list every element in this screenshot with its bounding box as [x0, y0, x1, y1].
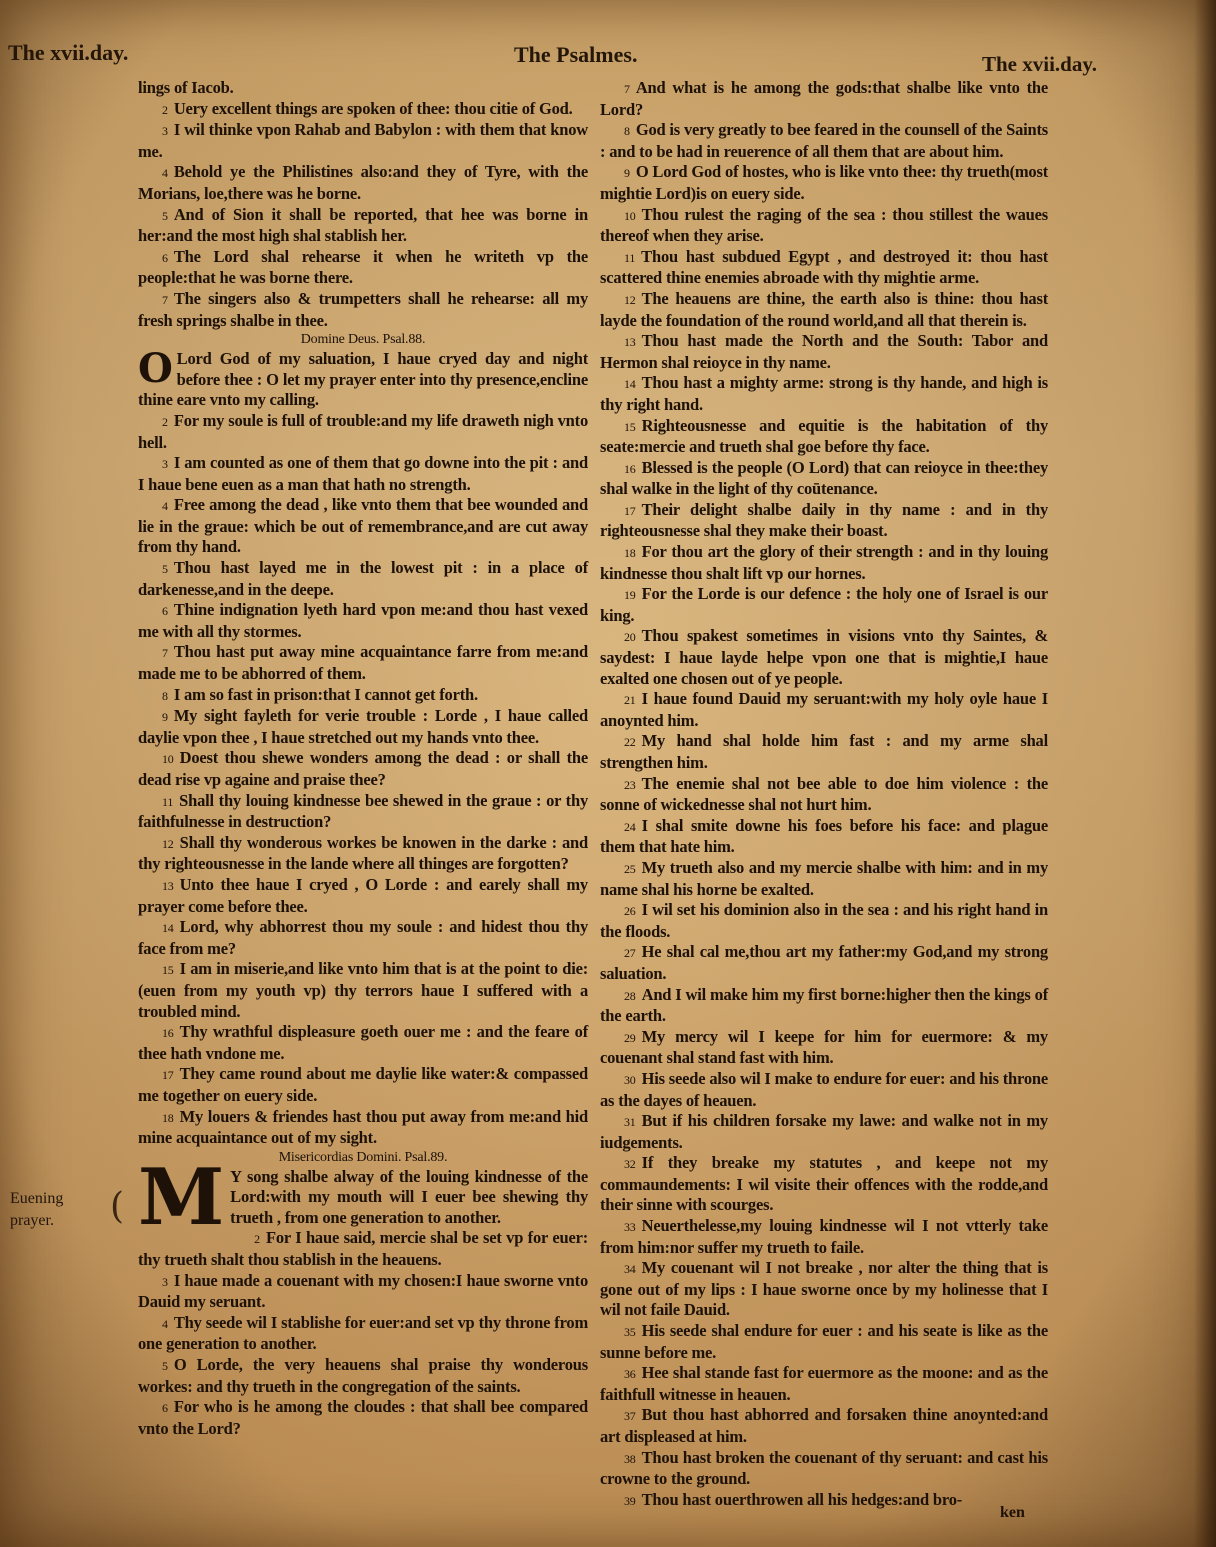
- verse-number: 27: [624, 946, 636, 961]
- verse-number: 20: [624, 630, 636, 645]
- verse-number: 19: [624, 588, 636, 603]
- verse: [600, 1490, 1048, 1512]
- verse: [600, 816, 1048, 858]
- verse-number: 31: [624, 1115, 636, 1130]
- verse-text: Their delight shalbe daily in thy name : and in thy righteousnesse shal they make their boast.: [600, 499, 1048, 541]
- verse: [138, 78, 588, 99]
- verse-text: God is very greatly to bee feared in the counsell of the Saints : and to be had in reuerence of all them that are about him.: [600, 120, 1048, 161]
- verse-text: Neuerthelesse,my louing kindnesse wil I not vtterly take from him:nor suffer my trueth to faile.: [600, 1216, 1048, 1257]
- verse-text: But thou hast abhorred and forsaken thine anoynted:and art displeased at him.: [600, 1405, 1048, 1446]
- psalm-heading: Domine Deus. Psal.88.: [300, 332, 426, 348]
- verse-text: Thou hast subdued Egypt , and destroyed it: thou hast scattered thine enemies abroade with thy mightie arme.: [600, 246, 1048, 288]
- verse-number: 24: [624, 819, 636, 834]
- verse: [600, 542, 1048, 584]
- verse: [600, 500, 1048, 542]
- verse: [138, 205, 588, 247]
- verse: [138, 959, 588, 1022]
- verse: [600, 205, 1048, 247]
- verse: [138, 558, 588, 600]
- verse-number: 12: [162, 836, 174, 851]
- verse: [600, 900, 1048, 942]
- verse-number: 4: [162, 499, 168, 514]
- verse-number: 6: [162, 1401, 168, 1416]
- verse-number: 13: [624, 335, 636, 350]
- verse-text: Thou rulest the raging of the sea : thou stillest the waues thereof when they arise.: [600, 204, 1048, 246]
- verse-number: 9: [162, 710, 168, 725]
- verse-text: And I wil make him my first borne:higher then the kings of the earth.: [600, 984, 1048, 1026]
- verse-number: 14: [624, 377, 636, 392]
- verse: [138, 289, 588, 331]
- verse: [600, 584, 1048, 626]
- verse-text: Uery excellent things are spoken of thee: thou citie of God.: [173, 98, 573, 118]
- verse-text: Thou spakest sometimes in visions vnto thy Saintes, & saydest: I haue layde helpe vpon one that is mightie,I haue exalted one chosen out of ye people.: [600, 626, 1048, 688]
- verse: [138, 685, 588, 707]
- verse-text: Lord, why abhorrest thou my soule : and hidest thou thy face from me?: [138, 917, 588, 958]
- verse-text: I haue found Dauid my seruant:with my holy oyle haue I anoynted him.: [600, 689, 1048, 730]
- verse-text: He shal cal me,thou art my father:my God,and my strong saluation.: [600, 942, 1048, 983]
- verse-number: 12: [624, 292, 636, 307]
- verse-number: 8: [162, 688, 168, 703]
- verse: [138, 791, 588, 833]
- verse-number: 16: [624, 461, 636, 476]
- verse: [600, 689, 1048, 731]
- verse-text: Thou hast ouerthrowen all his hedges:and bro-: [641, 1489, 963, 1509]
- header-right-day: The xvii.day.: [982, 52, 1097, 76]
- verse: [138, 600, 588, 642]
- verse-text: lings of Iacob.: [138, 78, 234, 97]
- header-book-title: The Psalmes.: [514, 42, 638, 67]
- verse: [138, 875, 588, 917]
- verse-number: 21: [624, 693, 636, 708]
- verse-text: Thou hast layed me in the lowest pit : in a place of darkenesse,and in the deepe.: [138, 558, 588, 599]
- catchword: ken: [1000, 1504, 1025, 1521]
- verse: [138, 748, 588, 790]
- verse: [138, 1313, 588, 1355]
- verse: [600, 373, 1048, 415]
- verse: [138, 247, 588, 289]
- verse-text: For thou art the glory of their strength : and in thy louing kindnesse thou shalt lift vp our hornes.: [600, 542, 1048, 583]
- header-left-day: The xvii.day.: [8, 40, 129, 65]
- verse-text: Blessed is the people (O Lord) that can reioyce in thee:they shal walke in the light of thy coūtenance.: [600, 457, 1048, 499]
- verse-text: Lord God of my saluation, I haue cryed day and night before thee : O let my prayer enter into thy presence,encline thine eare vnto my calling.: [138, 349, 588, 410]
- verse-number: 18: [624, 546, 636, 561]
- verse: [600, 942, 1048, 984]
- verse-text: Thou hast broken the couenant of thy seruant: and cast his crowne to the ground.: [600, 1447, 1048, 1489]
- left-column: [138, 78, 588, 1498]
- verse: [138, 162, 588, 204]
- verse-text: Thy seede wil I stablishe for euer:and set vp thy throne from one generation to another.: [138, 1312, 588, 1354]
- margin-note-evening-prayer: Euening prayer.: [10, 1190, 64, 1229]
- verse-text: Thou hast made the North and the South: Tabor and Hermon shal reioyce in thy name.: [600, 331, 1048, 372]
- verse: [138, 917, 588, 959]
- verse-number: 32: [624, 1157, 636, 1172]
- verse-text: I am counted as one of them that go downe into the pit : and I haue bene euen as a man that hath no strength.: [138, 453, 588, 494]
- drop-capital: O: [138, 345, 173, 393]
- verse-text: His seede shal endure for euer : and his seate is like as the sunne before me.: [600, 1321, 1048, 1362]
- verse-number: 7: [162, 646, 168, 661]
- verse-number: 26: [624, 904, 636, 919]
- verse-text: I wil thinke vpon Rahab and Babylon : with them that know me.: [138, 120, 588, 161]
- verse-number: 5: [162, 208, 168, 223]
- verse-number: 6: [162, 250, 168, 265]
- verse-number: 15: [162, 963, 174, 978]
- margin-bracket-mark: (: [110, 1186, 125, 1227]
- verse-number: 33: [624, 1220, 636, 1235]
- verse: [600, 1321, 1048, 1363]
- verse-text: And what is he among the gods:that shalbe like vnto the Lord?: [600, 78, 1048, 119]
- verse-text: Unto thee haue I cryed , O Lorde : and earely shall my prayer come before thee.: [138, 874, 588, 916]
- verse: [600, 774, 1048, 816]
- verse-text: My louers & friendes hast thou put away from me:and hid mine acquaintance out of my sight.: [138, 1106, 588, 1148]
- verse: [600, 626, 1048, 689]
- verse-text: They came round about me daylie like water:& compassed me together on euery side.: [138, 1064, 588, 1105]
- verse-number: 3: [162, 1274, 168, 1289]
- verse: [138, 706, 588, 748]
- verse: [600, 1405, 1048, 1447]
- verse-text: Thy wrathful displeasure goeth ouer me : and the feare of thee hath vndone me.: [138, 1022, 588, 1063]
- verse-text: Hee shal stande fast for euermore as the moone: and as the faithfull witnesse in heauen.: [600, 1363, 1048, 1404]
- verse-number: 23: [624, 777, 636, 792]
- verse: [138, 1064, 588, 1106]
- verse: [138, 411, 588, 453]
- verse-number: 10: [624, 208, 636, 223]
- verse: [138, 1271, 588, 1313]
- verse: [600, 247, 1048, 289]
- verse-text: Free among the dead , like vnto them that bee wounded and lie in the graue: which be out of remembrance,and are cut away from thy hand.: [138, 495, 588, 557]
- verse-number: 36: [624, 1367, 636, 1382]
- verse-number: 22: [624, 735, 636, 750]
- verse-number: 9: [624, 166, 630, 181]
- verse: [600, 1069, 1048, 1111]
- verse-number: 17: [162, 1068, 174, 1083]
- verse-number: 11: [162, 794, 174, 809]
- verse: [600, 731, 1048, 773]
- verse-text: But if his children forsake my lawe: and walke not in my iudgements.: [600, 1111, 1048, 1152]
- verse-text: The heauens are thine, the earth also is thine: thou hast layde the foundation of the round world,and all that therein is.: [600, 288, 1048, 330]
- verse-number: 29: [624, 1030, 636, 1045]
- psalm-heading: Misericordias Domini. Psal.89.: [278, 1149, 448, 1165]
- verse-text: The Lord shal rehearse it when he writeth vp the people:that he was borne there.: [138, 246, 588, 288]
- verse-text: For the Lorde is our defence : the holy one of Israel is our king.: [600, 584, 1048, 625]
- verse-number: 4: [162, 1316, 168, 1331]
- verse-text: Y song shalbe alway of the louing kindnesse of the Lord:with my mouth will I euer bee shewing thy trueth , from one generation to another.: [230, 1166, 588, 1227]
- verse-number: 34: [624, 1262, 636, 1277]
- verse-number: 35: [624, 1325, 636, 1340]
- verse-number: 5: [162, 1359, 168, 1374]
- verse-text: My couenant wil I not breake , nor alter the thing that is gone out of my lips : I haue sworne once by my holinesse that I wil not faile Dauid.: [600, 1258, 1048, 1320]
- verse-number: 14: [162, 921, 174, 936]
- verse: [600, 1111, 1048, 1153]
- verse: [138, 1022, 588, 1064]
- verse-number: 8: [624, 124, 630, 139]
- verse-number: 25: [624, 861, 636, 876]
- verse-text: O Lorde, the very heauens shal praise thy wonderous workes: and thy trueth in the congregation of the saints.: [138, 1355, 588, 1396]
- verse-number: 15: [624, 419, 636, 434]
- verse-text: I am in miserie,and like vnto him that is at the point to die: (euen from my youth vp) thy terrors haue I suffered with a troubled mind.: [138, 959, 588, 1021]
- verse: [600, 289, 1048, 331]
- verse: [600, 1027, 1048, 1069]
- verse-text: O Lord God of hostes, who is like vnto thee: thy trueth(most mightie Lord)is on euery side.: [600, 162, 1048, 203]
- verse-text: For I haue said, mercie shal be set vp for euer: thy trueth shalt thou stablish in the heauens.: [138, 1228, 588, 1270]
- verse: [138, 120, 588, 162]
- verse-text: And of Sion it shall be reported, that hee was borne in her:and the most high shal stablish her.: [138, 204, 588, 246]
- verse: [600, 416, 1048, 458]
- verse: [138, 833, 588, 875]
- verse-number: 28: [624, 988, 636, 1003]
- verse-number: 18: [162, 1110, 174, 1125]
- verse: [138, 1397, 588, 1439]
- verse-text: His seede also wil I make to endure for euer: and his throne as the dayes of heauen.: [600, 1068, 1048, 1110]
- verse-number: 3: [162, 457, 168, 472]
- verse: [138, 495, 588, 558]
- verse-number: 7: [624, 82, 630, 96]
- verse-text: Thou hast a mighty arme: strong is thy hande, and high is thy right hand.: [600, 373, 1048, 414]
- verse-text: The singers also & trumpetters shall he rehearse: all my fresh springs shalbe in thee.: [138, 288, 588, 330]
- verse-text: Shall thy louing kindnesse bee shewed in the graue : or thy faithfulnesse in destruction?: [138, 790, 588, 832]
- verse-number: 7: [162, 292, 168, 307]
- verse-number: 39: [624, 1493, 636, 1508]
- verse-number: 6: [162, 604, 168, 619]
- verse: [600, 1153, 1048, 1216]
- verse: [600, 985, 1048, 1027]
- verse-number: 37: [624, 1409, 636, 1424]
- verse-text: If they breake my statutes , and keepe not my commaundements: I wil visite their offences with the rodde,and their sinne with scourges.: [600, 1153, 1048, 1215]
- verse-number: 10: [162, 752, 174, 767]
- verse: [138, 453, 588, 495]
- verse-text: My sight fayleth for verie trouble : Lorde , I haue called daylie vpon thee , I haue stretched out my hands vnto thee.: [138, 706, 588, 747]
- verse: [600, 1363, 1048, 1405]
- verse: [600, 1258, 1048, 1321]
- verse-text: I am so fast in prison:that I cannot get forth.: [173, 684, 478, 704]
- verse-number: 2: [162, 414, 168, 429]
- verse: [600, 458, 1048, 500]
- verse-number: 4: [162, 166, 168, 181]
- verse: [138, 1107, 588, 1149]
- verse-text: Behold ye the Philistines also:and they of Tyre, with the Morians, loe,there was he borne.: [138, 162, 588, 203]
- verse-number: 2: [162, 102, 168, 117]
- verse: [600, 858, 1048, 900]
- verse-number: 11: [624, 250, 636, 265]
- verse: [600, 1448, 1048, 1490]
- verse-text: For who is he among the cloudes : that shall bee compared vnto the Lord?: [138, 1397, 588, 1438]
- verse-text: Doest thou shewe wonders among the dead : or shall the dead rise vp againe and praise thee?: [138, 748, 588, 789]
- verse-text: I wil set his dominion also in the sea : and his right hand in the floods.: [600, 900, 1048, 941]
- verse: [138, 642, 588, 684]
- verse-text: Righteousnesse and equitie is the habitation of thy seate:mercie and trueth shal goe before thy face.: [600, 415, 1048, 457]
- verse: [600, 120, 1048, 162]
- verse-text: My trueth also and my mercie shalbe with him: and in my name shal his horne be exalted.: [600, 857, 1048, 899]
- verse-number: 5: [162, 562, 168, 577]
- verse-text: My mercy wil I keepe for him for euermore: & my couenant shal stand fast with him.: [600, 1026, 1048, 1068]
- verse: [600, 162, 1048, 204]
- verse: [138, 1355, 588, 1397]
- verse-number: 38: [624, 1451, 636, 1466]
- verse: [600, 1216, 1048, 1258]
- drop-capital: M: [138, 1151, 225, 1243]
- verse: [138, 99, 588, 121]
- right-column: [600, 78, 1048, 1509]
- verse-text: Thine indignation lyeth hard vpon me:and thou hast vexed me with all thy stormes.: [138, 600, 588, 641]
- psalm-opening-verse: [138, 345, 588, 411]
- verse-text: Thou hast put away mine acquaintance farre from me:and made me to be abhorred of them.: [138, 642, 588, 684]
- verse-number: 17: [624, 503, 636, 518]
- verse-text: I haue made a couenant with my chosen:I haue sworne vnto Dauid my seruant.: [138, 1270, 588, 1312]
- verse-number: 2: [254, 1232, 260, 1247]
- verse-text: My hand shal holde him fast : and my arme shal strengthen him.: [600, 731, 1048, 772]
- verse-number: 3: [162, 124, 168, 139]
- verse-text: Shall thy wonderous workes be knowen in the darke : and thy righteousnesse in the lande where all thinges are forgotten?: [138, 832, 588, 874]
- verse: [600, 78, 1048, 120]
- verse-number: 30: [624, 1072, 636, 1087]
- verse-text: For my soule is full of trouble:and my life draweth nigh vnto hell.: [138, 410, 588, 452]
- verse-text: I shal smite downe his foes before his face: and plague them that hate him.: [600, 815, 1048, 857]
- running-header: [0, 40, 1216, 80]
- verse-number: 16: [162, 1026, 174, 1041]
- verse-number: 13: [162, 878, 174, 893]
- verse: [600, 331, 1048, 373]
- verse-text: The enemie shal not bee able to doe him violence : the sonne of wickednesse shal not hurt him.: [600, 773, 1048, 815]
